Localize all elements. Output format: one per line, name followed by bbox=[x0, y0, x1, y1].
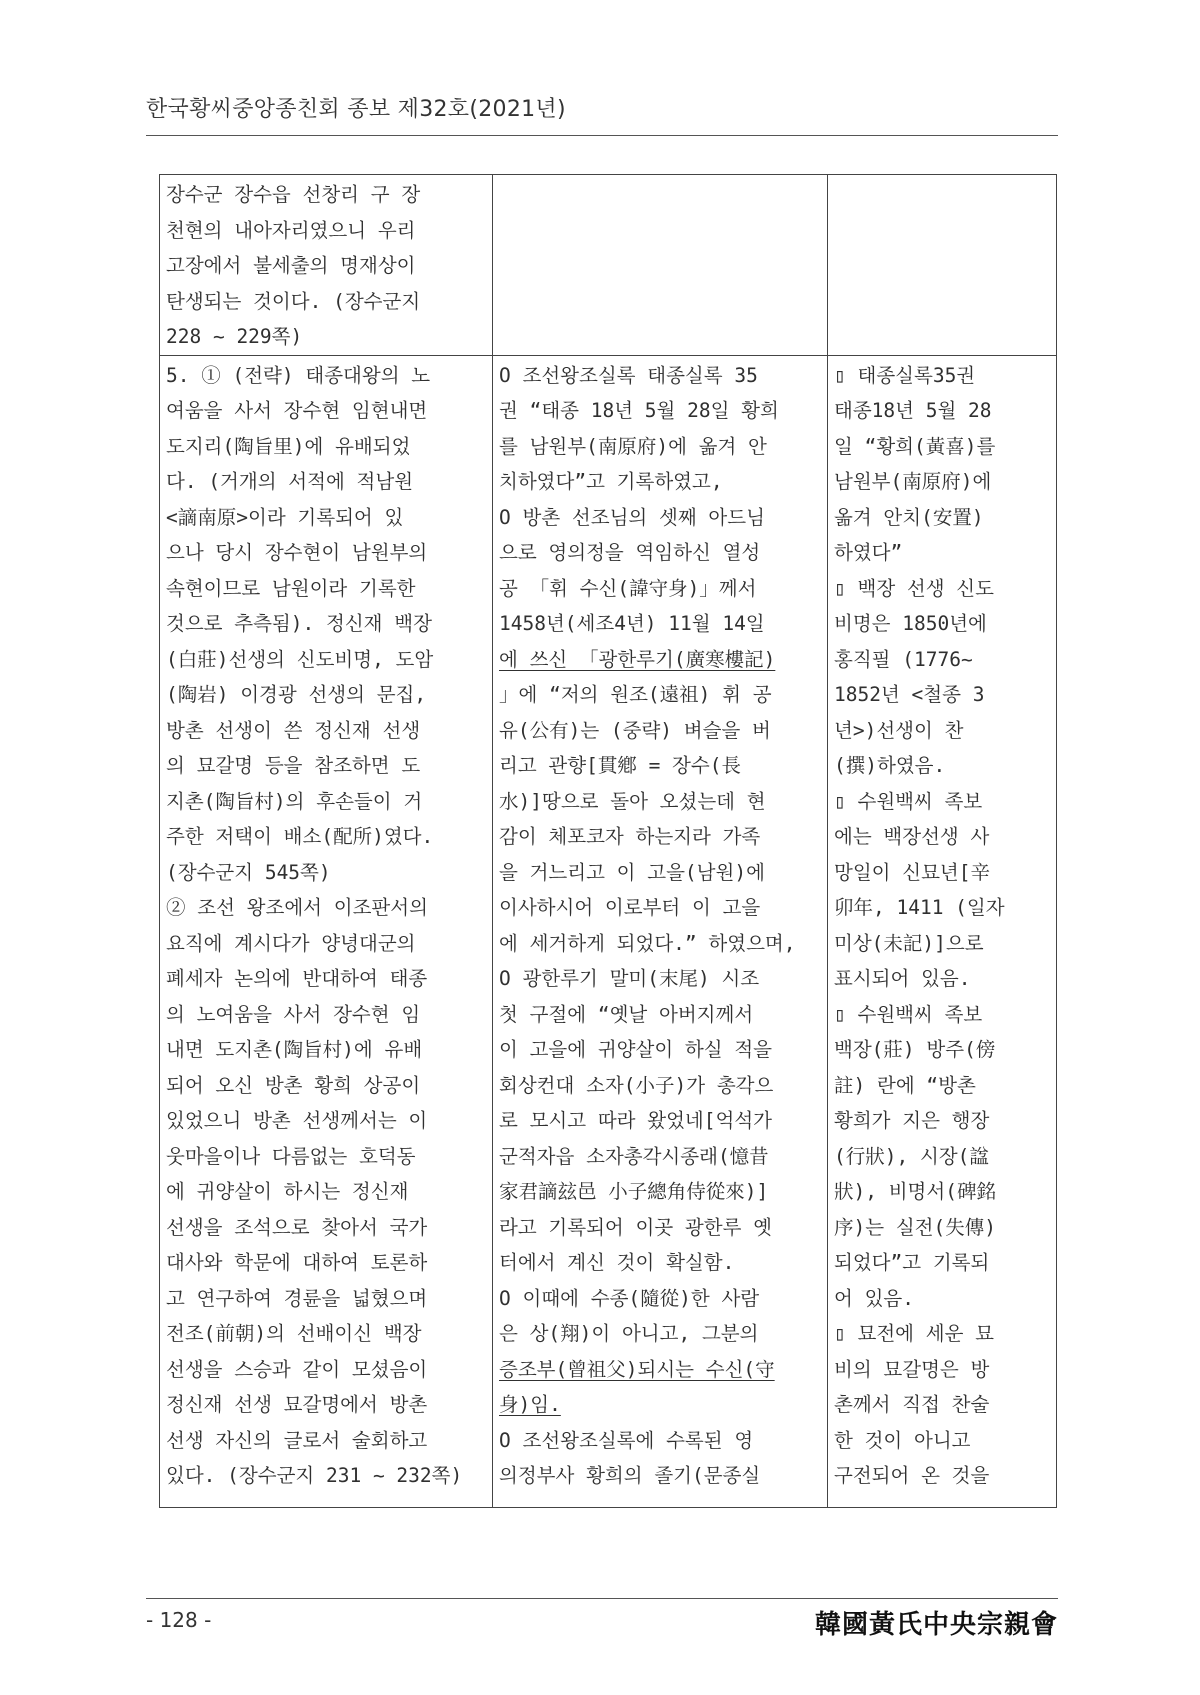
text-line: 하였다” bbox=[834, 541, 903, 564]
text-line: 선생을 조석으로 찾아서 국가 bbox=[166, 1215, 428, 1239]
text-line: 의 노여움을 사서 장수현 임 bbox=[166, 1002, 421, 1026]
row1-col3-cell bbox=[828, 175, 1057, 356]
text-line: 어 있음. bbox=[834, 1286, 914, 1310]
text-line: 水)]땅으로 돌아 오셨는데 현 bbox=[499, 789, 766, 813]
row1-col2-cell bbox=[493, 175, 828, 356]
text-line: 도지리(陶旨里)에 유배되었 bbox=[166, 434, 411, 458]
text-line: 1852년 <철종 3 bbox=[834, 683, 985, 706]
text-line: 천현의 내아자리였으니 우리 bbox=[166, 218, 416, 242]
text-line: O 방촌 선조님의 셋째 아드님 bbox=[499, 505, 765, 529]
text-line: 리고 관향[貫鄕 = 장수(長 bbox=[499, 754, 741, 777]
text-line: 은 상(翔)이 아니고, 그분의 bbox=[499, 1322, 759, 1345]
text-line: 한 것이 아니고 bbox=[834, 1428, 971, 1452]
text-line: 폐세자 논의에 반대하여 태종 bbox=[166, 967, 428, 990]
text-line: 5. ① (전략) 태종대왕의 노 bbox=[166, 363, 431, 387]
text-line: 백장(莊) 방주(傍 bbox=[834, 1038, 996, 1061]
row2-col1-cell bbox=[160, 355, 493, 1507]
text-line: 회상컨대 소자(小子)가 총각으 bbox=[499, 1073, 774, 1097]
text-line: ▯ 백장 선생 신도 bbox=[834, 576, 994, 600]
table-row-2 bbox=[160, 355, 1057, 1507]
text-line: 지촌(陶旨村)의 후손들이 거 bbox=[166, 789, 423, 813]
text-line: 있다. (장수군지 231 ~ 232쪽) bbox=[166, 1464, 463, 1487]
text-line: O 조선왕조실록 태종실록 35 bbox=[499, 363, 758, 387]
text-line: 전조(前朝)의 선배이신 백장 bbox=[166, 1322, 422, 1345]
text-line: 비명은 1850년에 bbox=[834, 612, 987, 635]
text-line: 태종18년 5월 28 bbox=[834, 399, 992, 422]
text-line: 군적자읍 소자총각시종래(憶昔 bbox=[499, 1144, 769, 1168]
text-line: 으로 영의정을 역임하신 열성 bbox=[499, 541, 761, 564]
text-line: 망일이 신묘년[辛 bbox=[834, 860, 991, 884]
text-line: 註) 란에 “방촌 bbox=[834, 1073, 976, 1097]
row2-col3-cell bbox=[828, 355, 1057, 1507]
organization-logo-text: 韓國黃氏中央宗親會 bbox=[814, 1610, 1058, 1640]
text-line: 을 거느리고 이 고을(남원)에 bbox=[499, 860, 765, 884]
text-line: 구전되어 온 것을 bbox=[834, 1464, 990, 1487]
text-line: 에 쓰신 「광한루기(廣寒樓記) bbox=[499, 647, 776, 671]
text-line: 선생 자신의 글로서 술회하고 bbox=[166, 1428, 428, 1452]
text-line: 요직에 계시다가 양녕대군의 bbox=[166, 931, 416, 955]
text-line: 에 세거하게 되었다.” 하였으며, bbox=[499, 931, 796, 955]
row1-col1-cell bbox=[160, 175, 493, 356]
row2-col2-cell bbox=[493, 355, 828, 1507]
text-line: 내면 도지촌(陶旨村)에 유배 bbox=[166, 1038, 423, 1061]
text-line: ▯ 수원백씨 족보 bbox=[834, 789, 983, 813]
text-line: ▯ 수원백씨 족보 bbox=[834, 1002, 983, 1026]
text-line: 촌께서 직접 찬술 bbox=[834, 1393, 990, 1416]
text-line: 身)임. bbox=[499, 1393, 561, 1416]
text-line: 비의 묘갈명은 방 bbox=[834, 1357, 990, 1381]
text-line: 序)는 실전(失傳) bbox=[834, 1215, 996, 1239]
text-line: 고 연구하여 경륜을 넓혔으며 bbox=[166, 1286, 428, 1310]
text-line: (行狀), 시장(諡 bbox=[834, 1144, 989, 1168]
text-line: 공 「휘 수신(諱守身)」께서 bbox=[499, 576, 757, 600]
text-line: 황희가 지은 행장 bbox=[834, 1109, 990, 1132]
text-line: O 광한루기 말미(末尾) 시조 bbox=[499, 967, 760, 990]
text-line: (白莊)선생의 신도비명, 도암 bbox=[166, 647, 434, 671]
header-divider bbox=[146, 135, 1058, 136]
text-line: 에는 백장선생 사 bbox=[834, 825, 990, 848]
text-line: 주한 저택이 배소(配所)였다. bbox=[166, 825, 434, 848]
text-line: 탄생되는 것이다. (장수군지 bbox=[166, 289, 421, 313]
text-line: 狀), 비명서(碑銘 bbox=[834, 1180, 996, 1203]
text-line: 방촌 선생이 쓴 정신재 선생 bbox=[166, 718, 421, 742]
text-line: 속현이므로 남원이라 기록한 bbox=[166, 576, 416, 600]
text-line: 선생을 스승과 같이 모셨음이 bbox=[166, 1357, 428, 1381]
text-line: 권 “태종 18년 5월 28일 황희 bbox=[499, 399, 779, 422]
text-line: 것으로 추측됨). 정신재 백장 bbox=[166, 612, 432, 635]
footer-divider bbox=[146, 1598, 1058, 1599]
text-line: 로 모시고 따라 왔었네[억석가 bbox=[499, 1109, 773, 1132]
text-line: 있었으니 방촌 선생께서는 이 bbox=[166, 1109, 428, 1132]
text-line: 웃마을이나 다름없는 호덕동 bbox=[166, 1144, 416, 1168]
text-line: 옮겨 안치(安置) bbox=[834, 505, 984, 529]
text-line: 이 고을에 귀양살이 하실 적을 bbox=[499, 1038, 773, 1061]
text-line: 에 귀양살이 하시는 정신재 bbox=[166, 1180, 409, 1203]
text-line: 터에서 계신 것이 확실함. bbox=[499, 1251, 735, 1274]
page-number: - 128 - bbox=[146, 1608, 212, 1632]
text-line: 남원부(南原府)에 bbox=[834, 470, 992, 493]
text-line: ▯ 태종실록35권 bbox=[834, 363, 976, 387]
table-row-1 bbox=[160, 175, 1057, 356]
text-line: 되어 오신 방촌 황희 상공이 bbox=[166, 1073, 421, 1097]
text-line: (撰)하였음. bbox=[834, 754, 946, 777]
text-line: O 조선왕조실록에 수록된 영 bbox=[499, 1428, 754, 1452]
text-line: (陶岩) 이경광 선생의 문집, bbox=[166, 683, 427, 706]
text-line: 정신재 선생 묘갈명에서 방촌 bbox=[166, 1393, 428, 1416]
text-line: 卯年, 1411 (일자 bbox=[834, 896, 1005, 919]
text-line: 증조부(曾祖父)되시는 수신(守 bbox=[499, 1357, 775, 1381]
text-line: ② 조선 왕조에서 이조판서의 bbox=[166, 896, 428, 919]
text-line: 다. (거개의 서적에 적남원 bbox=[166, 470, 414, 493]
text-line: ▯ 묘전에 세운 묘 bbox=[834, 1322, 994, 1345]
text-line: 장수군 장수읍 선창리 구 장 bbox=[166, 183, 421, 206]
text-line: O 이때에 수종(隨從)한 사람 bbox=[499, 1286, 760, 1310]
text-line: 일 “황희(黃喜)를 bbox=[834, 434, 996, 458]
text-line: 이사하시어 이로부터 이 고을 bbox=[499, 896, 761, 919]
text-line: 첫 구절에 “옛날 아버지께서 bbox=[499, 1002, 754, 1026]
text-line: 으나 당시 장수현이 남원부의 bbox=[166, 541, 428, 564]
text-line: 의정부사 황희의 졸기(문종실 bbox=[499, 1464, 761, 1487]
text-line: 여움을 사서 장수현 임현내면 bbox=[166, 399, 428, 422]
text-line: 라고 기록되어 이곳 광한루 옛 bbox=[499, 1215, 773, 1239]
text-line: 홍직필 (1776~ bbox=[834, 647, 973, 671]
text-line: 228 ~ 229쪽) bbox=[166, 325, 303, 348]
publication-title: 한국황씨중앙종친회 종보 제32호(2021년) bbox=[146, 97, 566, 122]
text-line: 1458년(세조4년) 11월 14일 bbox=[499, 612, 765, 635]
text-line: 」에 “저의 원조(遠祖) 휘 공 bbox=[499, 683, 772, 706]
content-table bbox=[159, 174, 1057, 1508]
text-line: 표시되어 있음. bbox=[834, 967, 971, 990]
text-line: 미상(未記)]으로 bbox=[834, 931, 984, 955]
text-line: 되었다”고 기록되 bbox=[834, 1251, 990, 1274]
text-line: <謫南原>이라 기록되어 있 bbox=[166, 505, 404, 529]
text-line: 대사와 학문에 대하여 토론하 bbox=[166, 1251, 428, 1274]
text-line: 를 남원부(南原府)에 옮겨 안 bbox=[499, 434, 767, 458]
text-line: 년>)선생이 찬 bbox=[834, 718, 964, 742]
text-line: 고장에서 불세출의 명재상이 bbox=[166, 254, 416, 277]
text-line: 치하였다”고 기록하였고, bbox=[499, 470, 723, 493]
text-line: 유(公有)는 (중략) 벼슬을 버 bbox=[499, 718, 771, 742]
text-line: (장수군지 545쪽) bbox=[166, 860, 331, 884]
text-line: 家君謫玆邑 小子總角侍從來)] bbox=[499, 1180, 769, 1203]
text-line: 의 묘갈명 등을 참조하면 도 bbox=[166, 754, 421, 777]
text-line: 감이 체포코자 하는지라 가족 bbox=[499, 825, 761, 848]
